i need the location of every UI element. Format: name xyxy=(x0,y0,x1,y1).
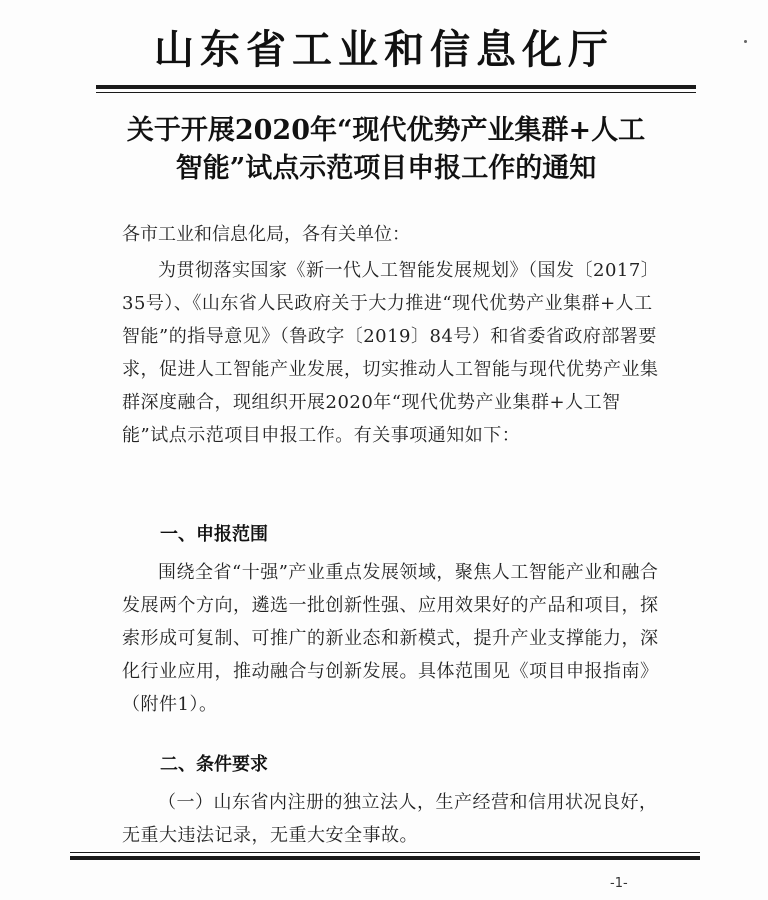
notice-title-line-1: 关于开展2020年“现代优势产业集群+人工 xyxy=(126,115,646,146)
section-heading-scope: 一、申报范围 xyxy=(160,524,268,545)
salutation: 各市工业和信息化局，各有关单位： xyxy=(122,224,410,245)
notice-title-line-2: 智能”试点示范项目申报工作的通知 xyxy=(175,153,597,184)
requirements-paragraph: （一）山东省内注册的独立法人，生产经营和信用状况良好，无重大违法记录，无重大安全事故。 xyxy=(122,792,658,846)
scope-paragraph: 围绕全省“十强”产业重点发展领域，聚焦人工智能产业和融合发展两个方向，遴选一批创新性强、应用效果好的产品和项目，探索形成可复制、可推广的新业态和新模式，提升产业支撑能力，深化行业应用，推动融合与创新发展。具体范围见《项目申报指南》（附件1）。 xyxy=(122,562,659,715)
notice-title xyxy=(96,112,676,188)
header-rule-thick xyxy=(96,85,696,89)
intro-paragraph: 为贯彻落实国家《新一代人工智能发展规划》（国发〔2017〕35号）、《山东省人民政府关于大力推进“现代优势产业集群+人工智能”的指导意见》（鲁政字〔2019〕84号）和省委省政府部署要求，促进人工智能产业发展，切实推动人工智能与现代优势产业集群深度融合，现组织开展2020年“现代优势产业集群+人工智能”试点示范项目申报工作。有关事项通知如下： xyxy=(122,260,660,446)
section-heading-requirements: 二、条件要求 xyxy=(160,754,268,775)
footer-rule-thin xyxy=(70,852,700,853)
page-number: -1- xyxy=(610,876,628,891)
footer-rule-thick xyxy=(70,856,700,860)
scan-speck xyxy=(744,40,747,43)
header-rule-thin xyxy=(96,92,696,93)
agency-header: 山东省工业和信息化厅 xyxy=(154,26,614,73)
